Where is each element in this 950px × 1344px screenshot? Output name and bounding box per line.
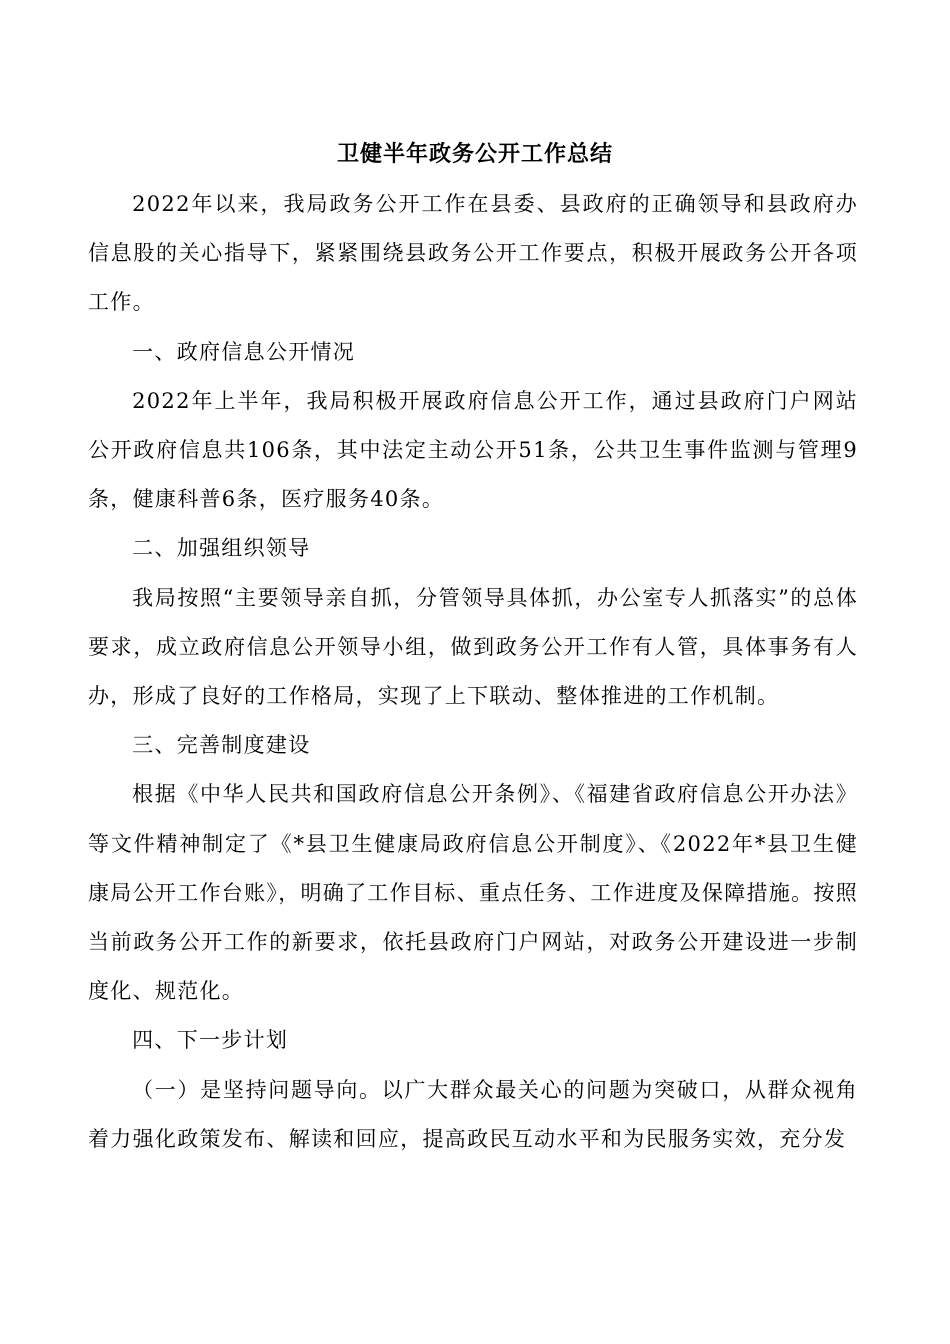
section-heading-organization: 二、加强组织领导 bbox=[132, 536, 311, 561]
section-heading-system-building: 三、完善制度建设 bbox=[132, 733, 311, 758]
document-title: 卫健半年政务公开工作总结 bbox=[336, 141, 613, 167]
info-disclosure-paragraph: 2022年上半年，我局积极开展政府信息公开工作，通过县政府门户网站公开政府信息共106条，其中法定主动公开51条，公共卫生事件监测与管理9条，健康科普6条，医疗服务40条。 bbox=[88, 388, 858, 512]
organization-paragraph: 我局按照“主要领导亲自抓，分管领导具体抓，办公室专人抓落实”的总体要求，成立政府信息公开领导小组，做到政务公开工作有人管，具体事务有人办，形成了良好的工作格局，实现了上下联动、整体推进的工作机制。 bbox=[88, 585, 858, 709]
document-body bbox=[88, 180, 858, 1164]
next-plan-paragraph: （一）是坚持问题导向。以广大群众最关心的问题为突破口，从群众视角着力强化政策发布、解读和回应，提高政民互动水平和为民服务实效，充分发 bbox=[88, 1077, 858, 1151]
section-heading-info-disclosure: 一、政府信息公开情况 bbox=[132, 339, 356, 364]
intro-paragraph: 2022年以来，我局政务公开工作在县委、县政府的正确领导和县政府办信息股的关心指导下，紧紧围绕县政务公开工作要点，积极开展政务公开各项工作。 bbox=[88, 192, 858, 315]
system-building-paragraph: 根据《中华人民共和国政府信息公开条例》、《福建省政府信息公开办法》等文件精神制定了《*县卫生健康局政府信息公开制度》、《2022年*县卫生健康局公开工作台账》，明确了工作目标、重点任务、工作进度及保障措施。按照当前政务公开工作的新要求，依托县政府门户网站，对政务公开建设进一步制度化、规范化。 bbox=[88, 782, 858, 1004]
section-heading-next-plan: 四、下一步计划 bbox=[132, 1028, 289, 1053]
